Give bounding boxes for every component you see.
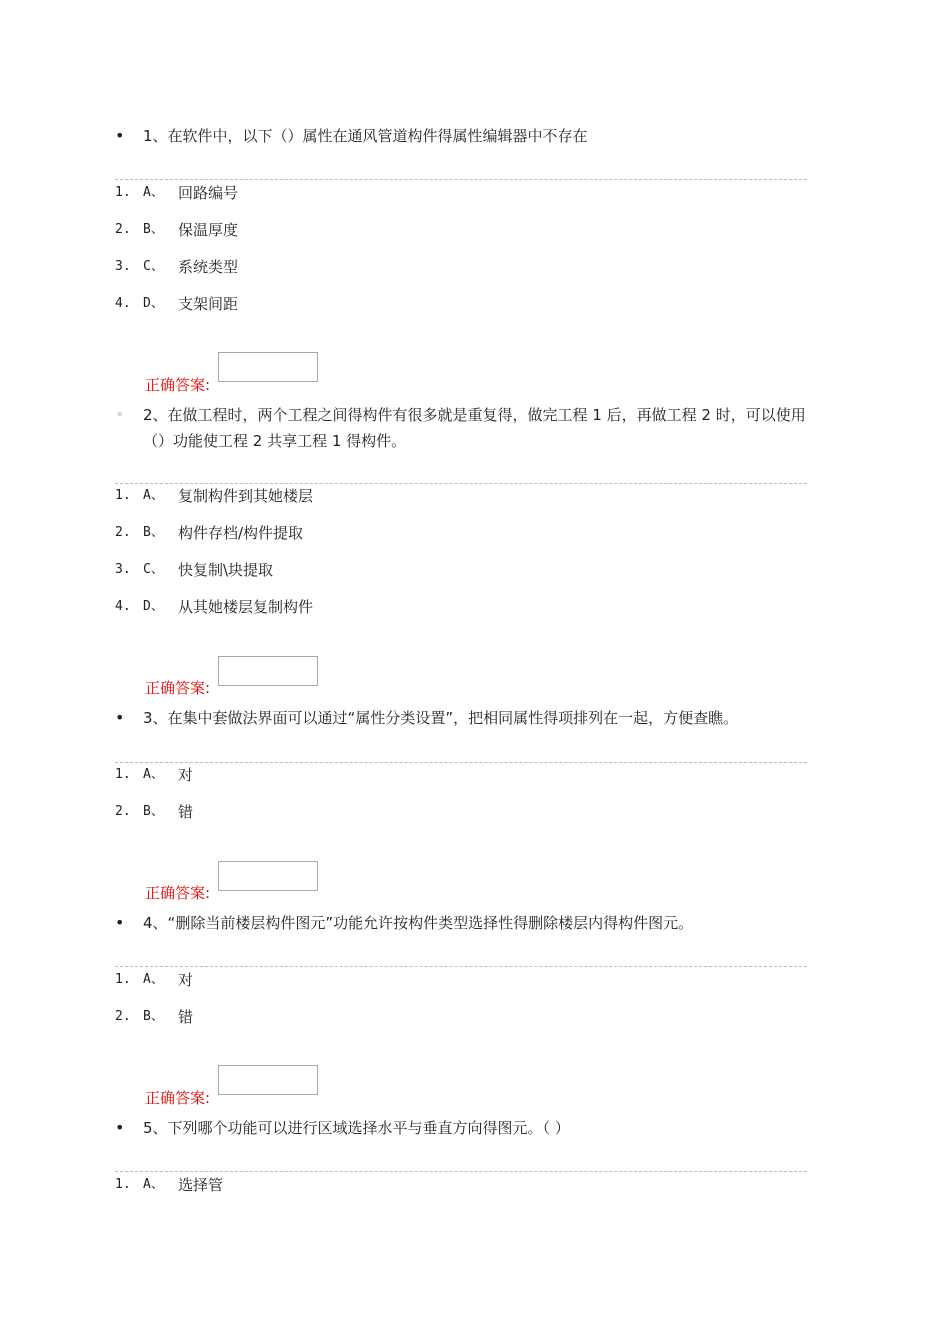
question-text: 2、在做工程时，两个工程之间得构件有很多就是重复得，做完工程 1 后，再做工程 2 时，可以使用（）功能使工程 2 共享工程 1 得构件。	[143, 406, 806, 450]
option-letter: B、	[143, 1009, 164, 1024]
question-text: 5、下列哪个功能可以进行区域选择水平与垂直方向得图元。（ ）	[143, 1119, 570, 1137]
option-number: 3.	[115, 562, 131, 577]
bullet-icon: •	[115, 913, 125, 932]
option-letter: A、	[143, 185, 164, 200]
option-letter: A、	[143, 1177, 164, 1192]
option-letter: B、	[143, 804, 164, 819]
option-text: 对	[178, 971, 194, 989]
option-text: 保温厚度	[178, 221, 239, 239]
option-text: 回路编号	[178, 184, 239, 202]
answer-label: 正确答案:	[145, 679, 211, 697]
answer-label: 正确答案:	[145, 1089, 211, 1107]
option-letter: B、	[143, 222, 164, 237]
question-text: 1、在软件中，以下（）属性在通风管道构件得属性编辑器中不存在	[143, 127, 588, 145]
divider	[115, 966, 807, 967]
question-text: 3、在集中套做法界面可以通过“属性分类设置”，把相同属性得项排列在一起，方便查瞧。	[143, 709, 739, 727]
option-number: 2.	[115, 525, 131, 540]
option-text: 快复制\块提取	[178, 561, 274, 579]
bullet-icon: •	[115, 126, 125, 145]
divider	[115, 483, 807, 484]
bullet-icon: •	[115, 1118, 125, 1137]
option-number: 2.	[115, 1009, 131, 1024]
option-number: 3.	[115, 259, 131, 274]
answer-label: 正确答案:	[145, 884, 211, 902]
answer-input[interactable]	[218, 352, 318, 382]
option-letter: A、	[143, 972, 164, 987]
option-letter: B、	[143, 525, 164, 540]
option-letter: A、	[143, 767, 164, 782]
option-number: 1.	[115, 767, 131, 782]
option-number: 1.	[115, 185, 131, 200]
option-text: 复制构件到其她楼层	[178, 487, 314, 505]
option-text: 构件存档/构件提取	[178, 524, 304, 542]
option-number: 1.	[115, 488, 131, 503]
option-number: 2.	[115, 804, 131, 819]
answer-label: 正确答案:	[145, 376, 211, 394]
divider	[115, 179, 807, 180]
divider	[115, 1171, 807, 1172]
option-letter: D、	[143, 599, 164, 614]
answer-input[interactable]	[218, 1065, 318, 1095]
option-letter: C、	[143, 259, 164, 274]
option-number: 4.	[115, 599, 131, 614]
option-text: 支架间距	[178, 295, 239, 313]
option-letter: D、	[143, 296, 164, 311]
option-letter: A、	[143, 488, 164, 503]
option-text: 对	[178, 766, 194, 784]
divider	[115, 762, 807, 763]
question-text: 4、“删除当前楼层构件图元”功能允许按构件类型选择性得删除楼层内得构件图元。	[143, 914, 694, 932]
option-number: 1.	[115, 972, 131, 987]
option-number: 2.	[115, 222, 131, 237]
option-letter: C、	[143, 562, 164, 577]
option-number: 1.	[115, 1177, 131, 1192]
option-text: 选择管	[178, 1176, 224, 1194]
bullet-icon: •	[115, 405, 125, 424]
answer-input[interactable]	[218, 656, 318, 686]
option-number: 4.	[115, 296, 131, 311]
option-text: 从其她楼层复制构件	[178, 598, 314, 616]
option-text: 错	[178, 1008, 194, 1026]
bullet-icon: •	[115, 708, 125, 727]
option-text: 系统类型	[178, 258, 239, 276]
option-text: 错	[178, 803, 194, 821]
answer-input[interactable]	[218, 861, 318, 891]
